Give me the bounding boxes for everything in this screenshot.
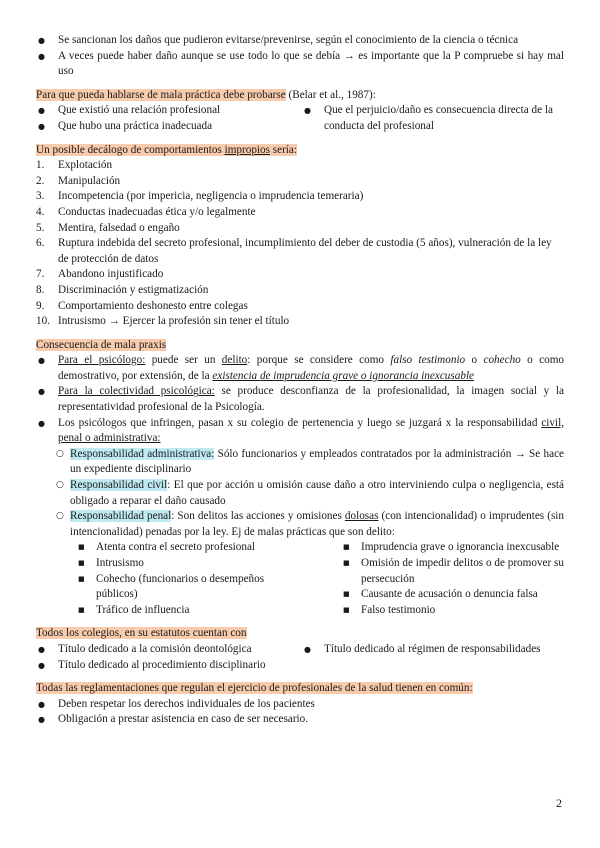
list-item: 5. Mentira, falsedad o engaño [36,221,180,234]
section-heading: Todas las reglamentaciones que regulan el ejercicio de profesionales de la salud tienen en común: [36,682,473,695]
list-item: ● Deben respetar los derechos individuales de los pacientes [36,697,564,713]
list-item: ■ Causante de acusación o denuncia falsa [337,587,564,603]
citation: (Belar et al., 1987): [285,88,376,101]
decalogo-section [36,143,564,330]
reglamentaciones-section [36,681,564,728]
list-item: ○ Responsabilidad civil: El que por acción u omisión cause daño a otro interviniendo culpa o negligencia, está obligado a reparar el daño causado [36,478,564,509]
list-item: ● Título dedicado a la comisión deontológica [36,642,298,658]
list-item: 9. Comportamiento deshonesto entre colegas [36,299,248,312]
list-item: ■ Tráfico de influencia [72,603,299,619]
section-heading: Consecuencia de mala praxis [36,338,167,351]
list-item: ● Para el psicólogo: puede ser un delito: porque se considere como falso testimonio o cohecho o como demostrativo, por extensión, de la existencia de imprudencia grave o ignorancia inexcusable [36,353,564,384]
consecuencia-section [36,338,564,619]
list-item: ● A veces puede haber daño aunque se use todo lo que se debía → es importante que la P compruebe si hay mal uso [36,49,564,80]
list-item: ● Que existió una relación profesional [36,103,298,119]
list-item: ■ Atenta contra el secreto profesional [72,540,299,556]
list-item: ● Obligación a prestar asistencia en caso de ser necesario. [36,712,564,728]
list-item: ● Título dedicado al régimen de responsabilidades [302,642,564,658]
colegios-section [36,626,564,673]
decalogo-list [36,158,564,330]
list-item: 1. Explotación [36,159,113,172]
list-item: ■ Omisión de impedir delitos o de promover su persecución [337,556,564,587]
list-item: 10. Intrusismo → Ejercer la profesión sin tener el título [36,315,290,328]
section-heading: Un posible decálogo de comportamientos impropios sería: [36,143,297,156]
list-item: 4. Conductas inadecuadas ética y/o legalmente [36,205,256,218]
list-item: 7. Abandono injustificado [36,268,164,281]
list-item: ■ Imprudencia grave o ignorancia inexcusable [337,540,564,556]
list-item: ■ Intrusismo [72,556,299,572]
list-item: ● Para la colectividad psicológica: se produce desconfianza de la profesionalidad, la imagen social y la representatividad profesional de la Psicología. [36,384,564,415]
list-item: ● Se sancionan los daños que pudieron evitarse/prevenirse, según el conocimiento de la ciencia o técnica [36,33,564,49]
list-item: ■ Falso testimonio [337,603,564,619]
list-item: 6. Ruptura indebida del secreto profesional, incumplimiento del deber de custodia (5 años), vulneración de la ley de protección de datos [36,237,552,265]
list-item: 2. Manipulación [36,174,121,187]
delitos-columns [72,540,564,618]
list-item: ■ Cohecho (funcionarios o desempeños públicos) [72,572,299,603]
section-heading: Para que pueda hablarse de mala práctica debe probarse [36,88,286,101]
list-item: ● Que hubo una práctica inadecuada [36,119,298,135]
list-item: 8. Discriminación y estigmatización [36,283,209,296]
list-item: ● Los psicólogos que infringen, pasan x su colegio de pertenencia y luego se juzgará x la responsabilidad civil, penal o administrativa: [36,416,564,447]
list-item: ● Título dedicado al procedimiento disciplinario [36,658,298,674]
document-page [36,33,564,728]
mala-practica-section [36,88,564,135]
list-item: ● Que el perjuicio/daño es consecuencia directa de la conducta del profesional [302,103,564,134]
list-item: ○ Responsabilidad penal: Son delitos las acciones y omisiones dolosas (con intencionalidad) o imprudentes (sin intencionalidad) penadas por la ley. Ej de malas prácticas que son delito: [36,509,564,540]
list-item: ○ Responsabilidad administrativa: Sólo funcionarios y empleados contratados por la administración → Se hace un expediente disciplinario [36,447,564,478]
list-item: 3. Incompetencia (por impericia, negligencia o imprudencia temeraria) [36,190,364,203]
page-number: 2 [556,796,562,810]
section-heading: Todos los colegios, en su estatutos cuentan con [36,627,247,640]
intro-list [36,33,564,80]
